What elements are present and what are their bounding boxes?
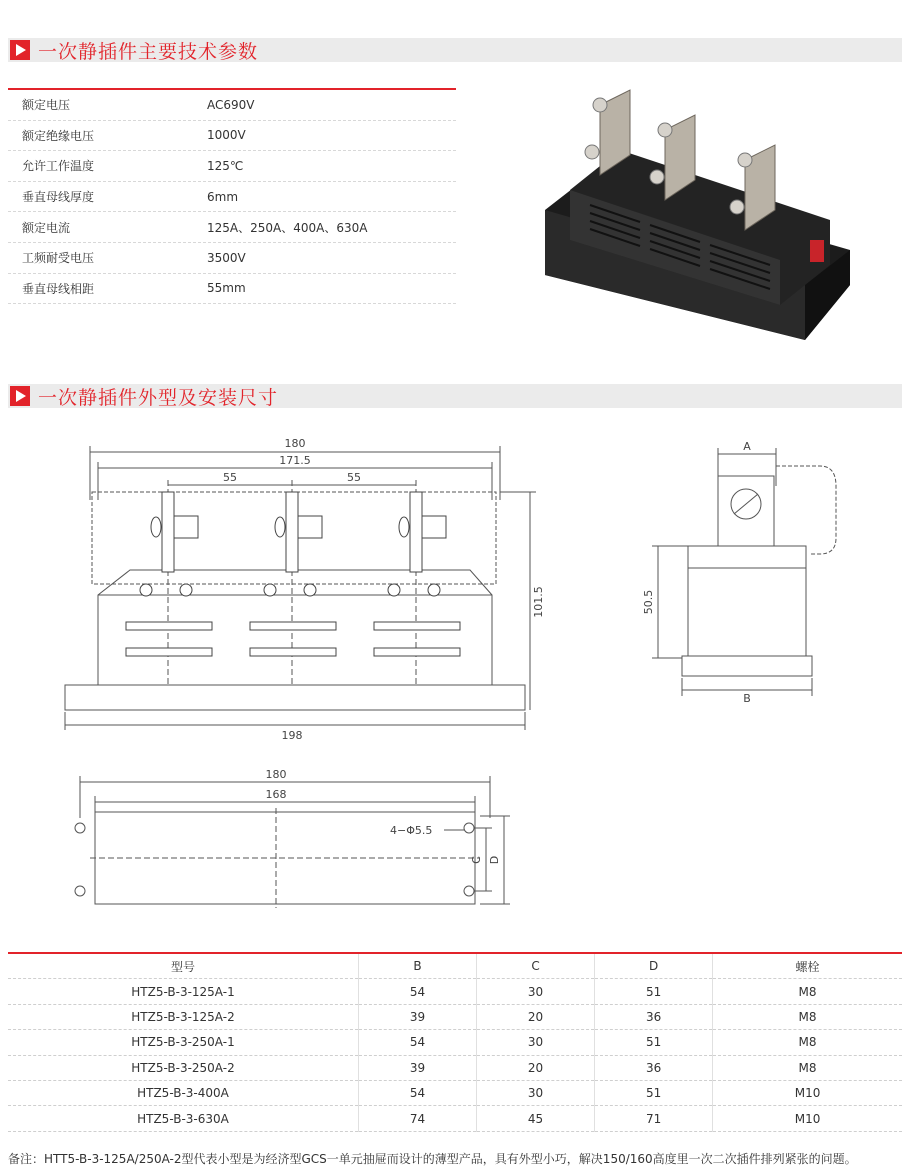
section-header-specs — [8, 38, 902, 62]
cell-bolt: M8 — [713, 1055, 902, 1080]
spec-row — [8, 243, 456, 274]
cell-model: HTZ5-B-3-250A-1 — [8, 1030, 359, 1055]
table-header-row — [8, 953, 902, 979]
cell-d: 36 — [595, 1004, 713, 1029]
cell-bolt: M8 — [713, 1030, 902, 1055]
dim-A: A — [743, 440, 751, 453]
hole-label: 4−Φ5.5 — [390, 824, 433, 837]
front-view-drawing — [60, 430, 550, 740]
spec-value: 1000V — [207, 128, 246, 143]
spec-value: 125A、250A、400A、630A — [207, 220, 368, 235]
dim-55-right: 55 — [347, 471, 361, 484]
dim-180: 180 — [284, 437, 306, 450]
table-row — [8, 1106, 902, 1131]
cell-bolt: M8 — [713, 979, 902, 1004]
dim-198: 198 — [281, 729, 303, 740]
section-title: 一次静插件外型及安装尺寸 — [38, 386, 279, 409]
cell-bolt: M8 — [713, 1004, 902, 1029]
side-view-drawing — [640, 436, 870, 716]
spec-value: AC690V — [207, 97, 255, 112]
cell-model: HTZ5-B-3-125A-1 — [8, 979, 359, 1004]
spec-label: 额定电流 — [22, 220, 71, 235]
spec-value: 3500V — [207, 250, 246, 265]
spec-row — [8, 90, 456, 121]
col-header-b: B — [359, 953, 477, 979]
cell-bolt: M10 — [713, 1106, 902, 1131]
table-row — [8, 1004, 902, 1029]
dim-168: 168 — [265, 788, 287, 801]
dim-180: 180 — [265, 768, 287, 781]
section-header-drawing — [8, 384, 902, 408]
dim-171-5: 171.5 — [279, 454, 311, 467]
cell-c: 45 — [477, 1106, 595, 1131]
spec-row — [8, 121, 456, 152]
play-icon — [10, 40, 30, 60]
cell-model: HTZ5-B-3-400A — [8, 1080, 359, 1105]
dim-B: B — [743, 692, 751, 705]
cell-c: 20 — [477, 1004, 595, 1029]
table-row — [8, 979, 902, 1004]
cell-c: 30 — [477, 1080, 595, 1105]
cell-c: 20 — [477, 1055, 595, 1080]
spec-label: 允许工作温度 — [22, 159, 95, 174]
play-icon — [10, 386, 30, 406]
spec-label: 额定绝缘电压 — [22, 128, 95, 143]
spec-label: 垂直母线相距 — [22, 281, 95, 296]
cell-d: 51 — [595, 979, 713, 1004]
cell-b: 74 — [359, 1106, 477, 1131]
col-header-d: D — [595, 953, 713, 979]
cell-d: 51 — [595, 1080, 713, 1105]
spec-row — [8, 274, 456, 305]
cell-d: 36 — [595, 1055, 713, 1080]
spec-row — [8, 212, 456, 243]
spec-value: 6mm — [207, 189, 239, 204]
dim-101-5: 101.5 — [532, 586, 545, 618]
cell-d: 71 — [595, 1106, 713, 1131]
spec-value: 125℃ — [207, 158, 244, 173]
cell-b: 54 — [359, 1080, 477, 1105]
cell-model: HTZ5-B-3-250A-2 — [8, 1055, 359, 1080]
spec-row — [8, 151, 456, 182]
cell-b: 54 — [359, 1030, 477, 1055]
table-row — [8, 1030, 902, 1055]
section-title: 一次静插件主要技术参数 — [38, 40, 259, 63]
cell-b: 39 — [359, 1055, 477, 1080]
col-header-model: 型号 — [8, 953, 359, 979]
table-row — [8, 1080, 902, 1105]
cell-b: 39 — [359, 1004, 477, 1029]
dim-55-left: 55 — [223, 471, 237, 484]
col-header-bolt: 螺栓 — [713, 953, 902, 979]
cell-c: 30 — [477, 979, 595, 1004]
footnote: 备注：HTT5-B-3-125A/250A-2型代表小型是为经济型GCS一单元抽屉而设计的薄型产品，具有外型小巧，解决150/160高度里一次二次插件排列紧张的问题。 — [8, 1152, 857, 1166]
bottom-view-drawing — [60, 762, 530, 927]
model-table — [8, 952, 902, 1132]
cell-d: 51 — [595, 1030, 713, 1055]
spec-value: 55mm — [207, 281, 246, 296]
col-header-c: C — [477, 953, 595, 979]
spec-label: 额定电压 — [22, 98, 71, 113]
product-photo — [530, 80, 860, 350]
spec-label: 垂直母线厚度 — [22, 190, 95, 205]
cell-c: 30 — [477, 1030, 595, 1055]
spec-row — [8, 182, 456, 213]
cell-model: HTZ5-B-3-630A — [8, 1106, 359, 1131]
dim-C: C — [470, 856, 483, 864]
spec-table — [8, 88, 456, 304]
table-row — [8, 1055, 902, 1080]
cell-bolt: M10 — [713, 1080, 902, 1105]
spec-label: 工频耐受电压 — [22, 251, 95, 266]
cell-model: HTZ5-B-3-125A-2 — [8, 1004, 359, 1029]
cell-b: 54 — [359, 979, 477, 1004]
dim-50-5: 50.5 — [642, 589, 655, 615]
dim-D: D — [488, 855, 501, 865]
